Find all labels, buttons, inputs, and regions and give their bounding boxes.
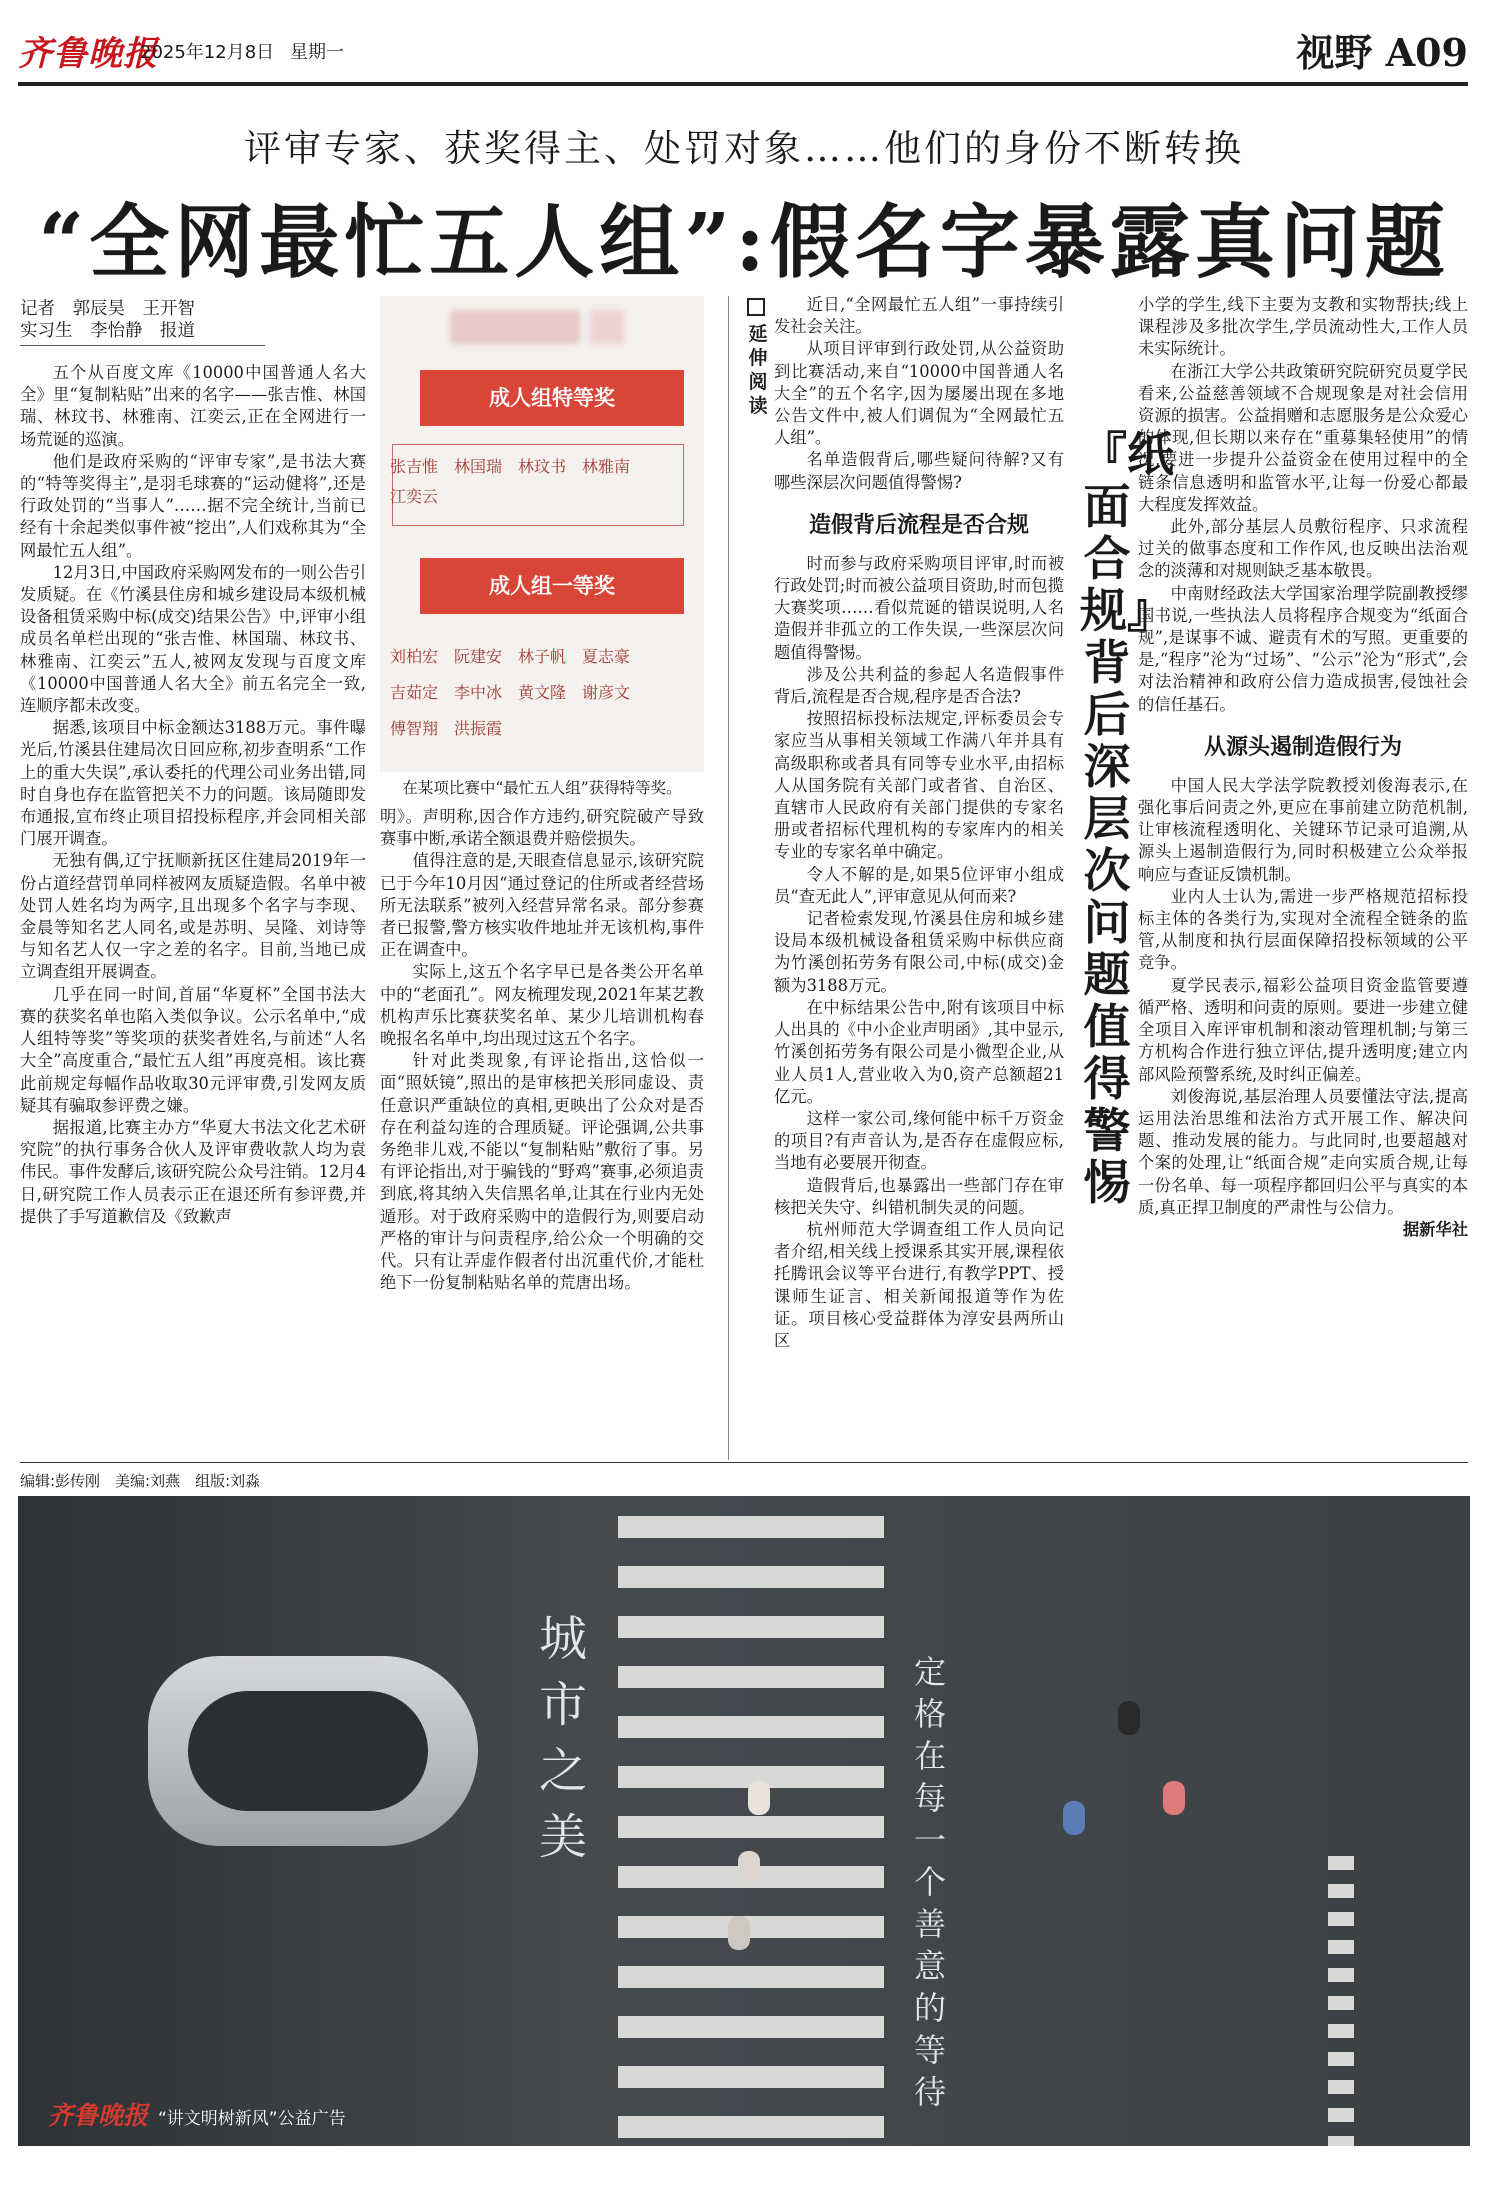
names-row: 傅智翔 洪振霞 xyxy=(390,719,503,738)
pedestrian xyxy=(1063,1801,1085,1835)
paragraph: 业内人士认为,需进一步严格规范招标投标主体的各类行为,实现对全流程全链条的监管,从制度和执行层面保障招投标领域的公平竞争。 xyxy=(1138,886,1468,973)
names-row: 吉茹定 李中冰 黄文隆 谢彦文 xyxy=(390,683,631,702)
crosswalk-stripe xyxy=(618,1966,884,1988)
paragraph: 五个从百度文库《10000中国普通人名大全》里“复制粘贴”出来的名字——张吉惟、林国瑞、林玟书、林雅南、江奕云,正在全网进行一场荒诞的巡演。 xyxy=(20,363,366,449)
editor-credits: 编辑:彭传刚 美编:刘燕 组版:刘淼 xyxy=(20,1472,261,1490)
byline-rule xyxy=(20,345,265,346)
names-row: 张吉惟 林国瑞 林玟书 林雅南 xyxy=(390,457,631,476)
source-credit: 据新华社 xyxy=(1402,1219,1468,1239)
pedestrian xyxy=(748,1781,770,1815)
issue-date: 2025年12月8日 xyxy=(140,42,275,63)
paragraph: 无独有偶,辽宁抚顺新抚区住建局2019年一份占道经营罚单同样被网友质疑造假。名单中被处罚人姓名均为两字,且出现多个名字与李现、金晨等知名艺人同名,或是苏明、吴隆、刘诗等与知名艺人仅一字之差的名字。目前,当地已成立调查组开展调查。 xyxy=(20,851,366,982)
ad-slogan: “讲文明树新风”公益广告 xyxy=(158,2109,346,2129)
crosswalk-stripe xyxy=(618,2066,884,2088)
paragraph: 时而参与政府采购项目评审,时而被行政处罚;时而被公益项目资助,时而包揽大赛奖项……看似荒诞的错误说明,人名造假并非孤立的工作失误,一些深层次问题值得警惕。 xyxy=(774,553,1064,662)
masthead: 齐鲁晚报 xyxy=(18,34,158,74)
paragraph: 几乎在同一时间,首届“华夏杯”全国书法大赛的获奖名单也陷入类似争议。公示名单中,“成人组特等奖”等奖项的获奖者姓名,与前述“人名大全”高度重合,“最忙五人组”再度亮相。该比赛此前规定每幅作品收取30元评审费,引发网友质疑其有骗取参评费之嫌。 xyxy=(20,984,366,1115)
article-column-1 xyxy=(20,362,366,1228)
paragraph: 他们是政府采购的“评审专家”,是书法大赛的“特等奖得主”,是羽毛球赛的“运动健将”,还是行政处罚的“当事人”……据不完全统计,当前已经有十余起类似事件被“挖出”,人们戏称其为“全网最忙五人组”。 xyxy=(20,451,366,560)
section-label: 视野 A09 xyxy=(1296,30,1468,75)
paragraph: 明》。声明称,因合作方违约,研究院破产导致赛事中断,承诺全额退费并赔偿损失。 xyxy=(380,807,704,849)
paragraph: 夏学民表示,福彩公益项目资金监管要遵循严格、透明和问责的原则。要进一步建立健全项目入库评审机制和滚动管理机制;与第三方机构合作进行独立评估,提升透明度;建立内部风险预警系统,及时纠正偏差。 xyxy=(1138,975,1468,1084)
award-band-special: 成人组特等奖 xyxy=(420,370,684,426)
paragraph: 实际上,这五个名字早已是各类公开名单中的“老面孔”。网友梳理发现,2021年某艺教机构声乐比赛获奖名单、某少儿培训机构春晚报名名单中,均出现过这五个名字。 xyxy=(380,962,704,1049)
paragraph: 名单造假背后,哪些疑问待解?又有哪些深层次问题值得警惕? xyxy=(774,450,1064,492)
article-column-4 xyxy=(1138,294,1468,1241)
paragraph: 此外,部分基层人员敷衍程序、只求流程过关的做事态度和工作作风,也反映出法治观念的淡薄和对规则缺乏基本敬畏。 xyxy=(1138,517,1468,581)
ad-logo: 齐鲁晚报 xyxy=(48,2101,149,2130)
paragraph: 记者检索发现,竹溪县住房和城乡建设局本级机械设备租赁采购中标供应商为竹溪创拓劳务有限公司,中标(成交)金额为3188万元。 xyxy=(774,909,1064,995)
lane-marking xyxy=(1328,1856,1354,2146)
crosswalk-stripe xyxy=(618,1816,884,1838)
photo-caption: 在某项比赛中“最忙五人组”获得特等奖。 xyxy=(402,779,682,797)
issue-weekday: 星期一 xyxy=(290,42,344,63)
paragraph: 涉及公共利益的参起人名造假事件背后,流程是否合规,程序是否合法? xyxy=(774,664,1064,707)
pedestrian xyxy=(728,1916,750,1950)
crosswalk-stripe xyxy=(618,2116,884,2138)
header-rule xyxy=(18,82,1468,86)
award-list-photo xyxy=(380,296,704,772)
crosswalk-stripe xyxy=(618,1666,884,1688)
names-row: 刘柏宏 阮建安 林子帆 夏志豪 xyxy=(390,647,631,666)
paragraph: 造假背后,也暴露出一些部门存在审核把关失守、纠错机制失灵的问题。 xyxy=(774,1175,1064,1217)
article-column-3 xyxy=(774,294,1064,1352)
paragraph: 针对此类现象,有评论指出,这恰似一面“照妖镜”,照出的是审核把关形同虚设、责任意识严重缺位的真相,更映出了公众对是否存在利益勾连的合理质疑。评论强调,公共事务绝非儿戏,不能以“复制粘贴”敷衍了事。另有评论指出,对于骗钱的“野鸡”赛事,必须追责到底,将其纳入失信黑名单,让其在行业内无处遁形。对于政府采购中的造假行为,则要启动严格的审计与问责程序,给公众一个明确的交代。只有让弄虚作假者付出沉重代价,才能杜绝下一份复制粘贴名单的荒唐出场。 xyxy=(380,1051,704,1293)
ad-title: 城 市 之 美 xyxy=(538,1611,587,1865)
award-band-first: 成人组一等奖 xyxy=(420,558,684,614)
blurred-title-tail xyxy=(590,310,624,344)
paragraph: 在浙江大学公共政策研究院研究员夏学民看来,公益慈善领域不合规现象是对社会信用资源的损害。公益捐赠和志愿服务是公众爱心的体现,但长期以来存在“重募集轻使用”的情况,要进一步提升公益资金在使用过程中的全链条信息透明和监管水平,让每一份爱心都最大程度发挥效益。 xyxy=(1138,361,1468,514)
paragraph: 杭州师范大学调查组工作人员向记者介绍,相关线上授课系其实开展,课程依托腾讯会议等平台进行,有教学PPT、授课师生证言、相关新闻报道等作为佐证。项目核心受益群体为淳安县两所山区 xyxy=(774,1219,1064,1350)
paragraph: 据报道,比赛主办方“华夏大书法文化艺术研究院”的执行事务合伙人及评审费收款人均为袁伟民。事件发酵后,该研究院公众号注销。12月4日,研究院工作人员表示正在退还所有参评费,并提供了手写道歉信及《致歉声 xyxy=(20,1117,366,1226)
paragraph: 从项目评审到行政处罚,从公益资助到比赛活动,来自“10000中国普通人名大全”的五个名字,因为屡屡出现在多地公告文件中,被人们调侃为“全网最忙五人组”。 xyxy=(774,339,1064,448)
column-divider xyxy=(728,296,729,1460)
paragraph: 令人不解的是,如果5位评审小组成员“查无此人”,评审意见从何而来? xyxy=(774,864,1064,906)
public-service-ad xyxy=(18,1496,1470,2146)
headline: “全网最忙五人组”:假名字暴露真问题 xyxy=(38,195,1450,289)
extended-reading-label: 延伸阅读 xyxy=(748,323,768,417)
paragraph: 近日,“全网最忙五人组”一事持续引发社会关注。 xyxy=(774,295,1064,337)
paragraph: 中南财经政法大学国家治理学院副教授缪国书说,一些执法人员将程序合规变为“纸面合规”,是谋事不诚、避责有术的写照。更重要的是,“程序”沦为“过场”、“公示”沦为“形式”,会对法治精神和政府公信力造成损害,侵蚀社会的信任基石。 xyxy=(1138,583,1468,714)
vertical-title: 『纸面合规』背后深层次问题值得警惕 xyxy=(1080,428,1174,1211)
article-column-2 xyxy=(380,806,704,1294)
pedestrian xyxy=(1163,1781,1185,1815)
crosswalk-stripe xyxy=(618,1516,884,1538)
paragraph: 这样一家公司,缘何能中标千万资金的项目?有声音认为,是否存在虚假应标,当地有必要展开彻查。 xyxy=(774,1108,1064,1173)
pedestrian xyxy=(738,1851,760,1885)
section-heading: 从源头遏制造假行为 xyxy=(1203,733,1402,760)
pedestrian xyxy=(1118,1701,1140,1735)
blurred-title xyxy=(450,310,580,344)
paragraph: 12月3日,中国政府采购网发布的一则公告引发质疑。在《竹溪县住房和城乡建设局本级机械设备租赁采购中标(成交)结果公告》中,评审小组成员名单栏出现的“张吉惟、林国瑞、林玟书、林雅南、江奕云”五人,被网友发现与百度文库《10000中国普通人名大全》前五名完全一致,连顺序都未改变。 xyxy=(20,562,366,716)
paragraph: 小学的学生,线下主要为支教和实物帮扶;线上课程涉及多批次学生,学员流动性大,工作人员未实际统计。 xyxy=(1138,295,1468,359)
crosswalk-stripe xyxy=(618,1916,884,1938)
subtitle: 评审专家、获奖得主、处罚对象……他们的身份不断转换 xyxy=(244,127,1244,170)
crosswalk-stripe xyxy=(618,1616,884,1638)
byline-intern: 实习生 李怡静 报道 xyxy=(20,321,195,341)
byline-reporters: 记者 郭辰昊 王开智 xyxy=(20,299,195,319)
paragraph: 据悉,该项目中标金额达3188万元。事件曝光后,竹溪县住建局次日回应称,初步查明系“工作上的重大失误”,承认委托的代理公司业务出错,同时自身也存在监管把关不力的问题。该局随即发布通报,宣布终止项目招投标程序,并会同相关部门展开调查。 xyxy=(20,718,366,849)
extended-reading-marker xyxy=(747,298,765,316)
paragraph: 在中标结果公告中,附有该项目中标人出具的《中小企业声明函》,其中显示,竹溪创拓劳务有限公司是小微型企业,从业人员1人,营业收入为0,资产总额超21亿元。 xyxy=(774,997,1064,1106)
paragraph: 按照招标投标法规定,评标委员会专家应当从事相关领域工作满八年并具有高级职称或者具有同等专业水平,由招标人从国务院有关部门或者省、自治区、直辖市人民政府有关部门提供的专家名册或者招标代理机构的专家库内的相关专业的专家名单中确定。 xyxy=(774,709,1064,862)
footer-rule xyxy=(20,1462,1468,1463)
ad-tagline: 定 格 在 每 一 个 善 意 的 等 待 xyxy=(913,1653,946,2111)
crosswalk-stripe xyxy=(618,1566,884,1588)
crosswalk-stripe xyxy=(618,1716,884,1738)
names-row: 江奕云 xyxy=(390,487,439,506)
car-roof xyxy=(188,1691,428,1811)
paragraph: 刘俊海说,基层治理人员要懂法守法,提高运用法治思维和法治方式开展工作、解决问题、推动发展的能力。与此同时,也要超越对个案的处理,让“纸面合规”走向实质合规,让每一份名单、每一项程序都回归公平与真实的本质,真正捍卫制度的严肃性与公信力。 xyxy=(1138,1086,1468,1217)
paragraph: 中国人民大学法学院教授刘俊海表示,在强化事后问责之外,更应在事前建立防范机制,让审核流程透明化、关键环节记录可追溯,从源头上遏制造假行为,同时积极建立公众举报响应与查证反馈机制。 xyxy=(1138,775,1468,884)
section-heading: 造假背后流程是否合规 xyxy=(808,511,1029,538)
crosswalk-stripe xyxy=(618,2016,884,2038)
paragraph: 值得注意的是,天眼查信息显示,该研究院已于今年10月因“通过登记的住所或者经营场所无法联系”被列入经营异常名录。部分参赛者已报警,警方核实收件地址并无该机构,事件正在调查中。 xyxy=(380,851,704,960)
